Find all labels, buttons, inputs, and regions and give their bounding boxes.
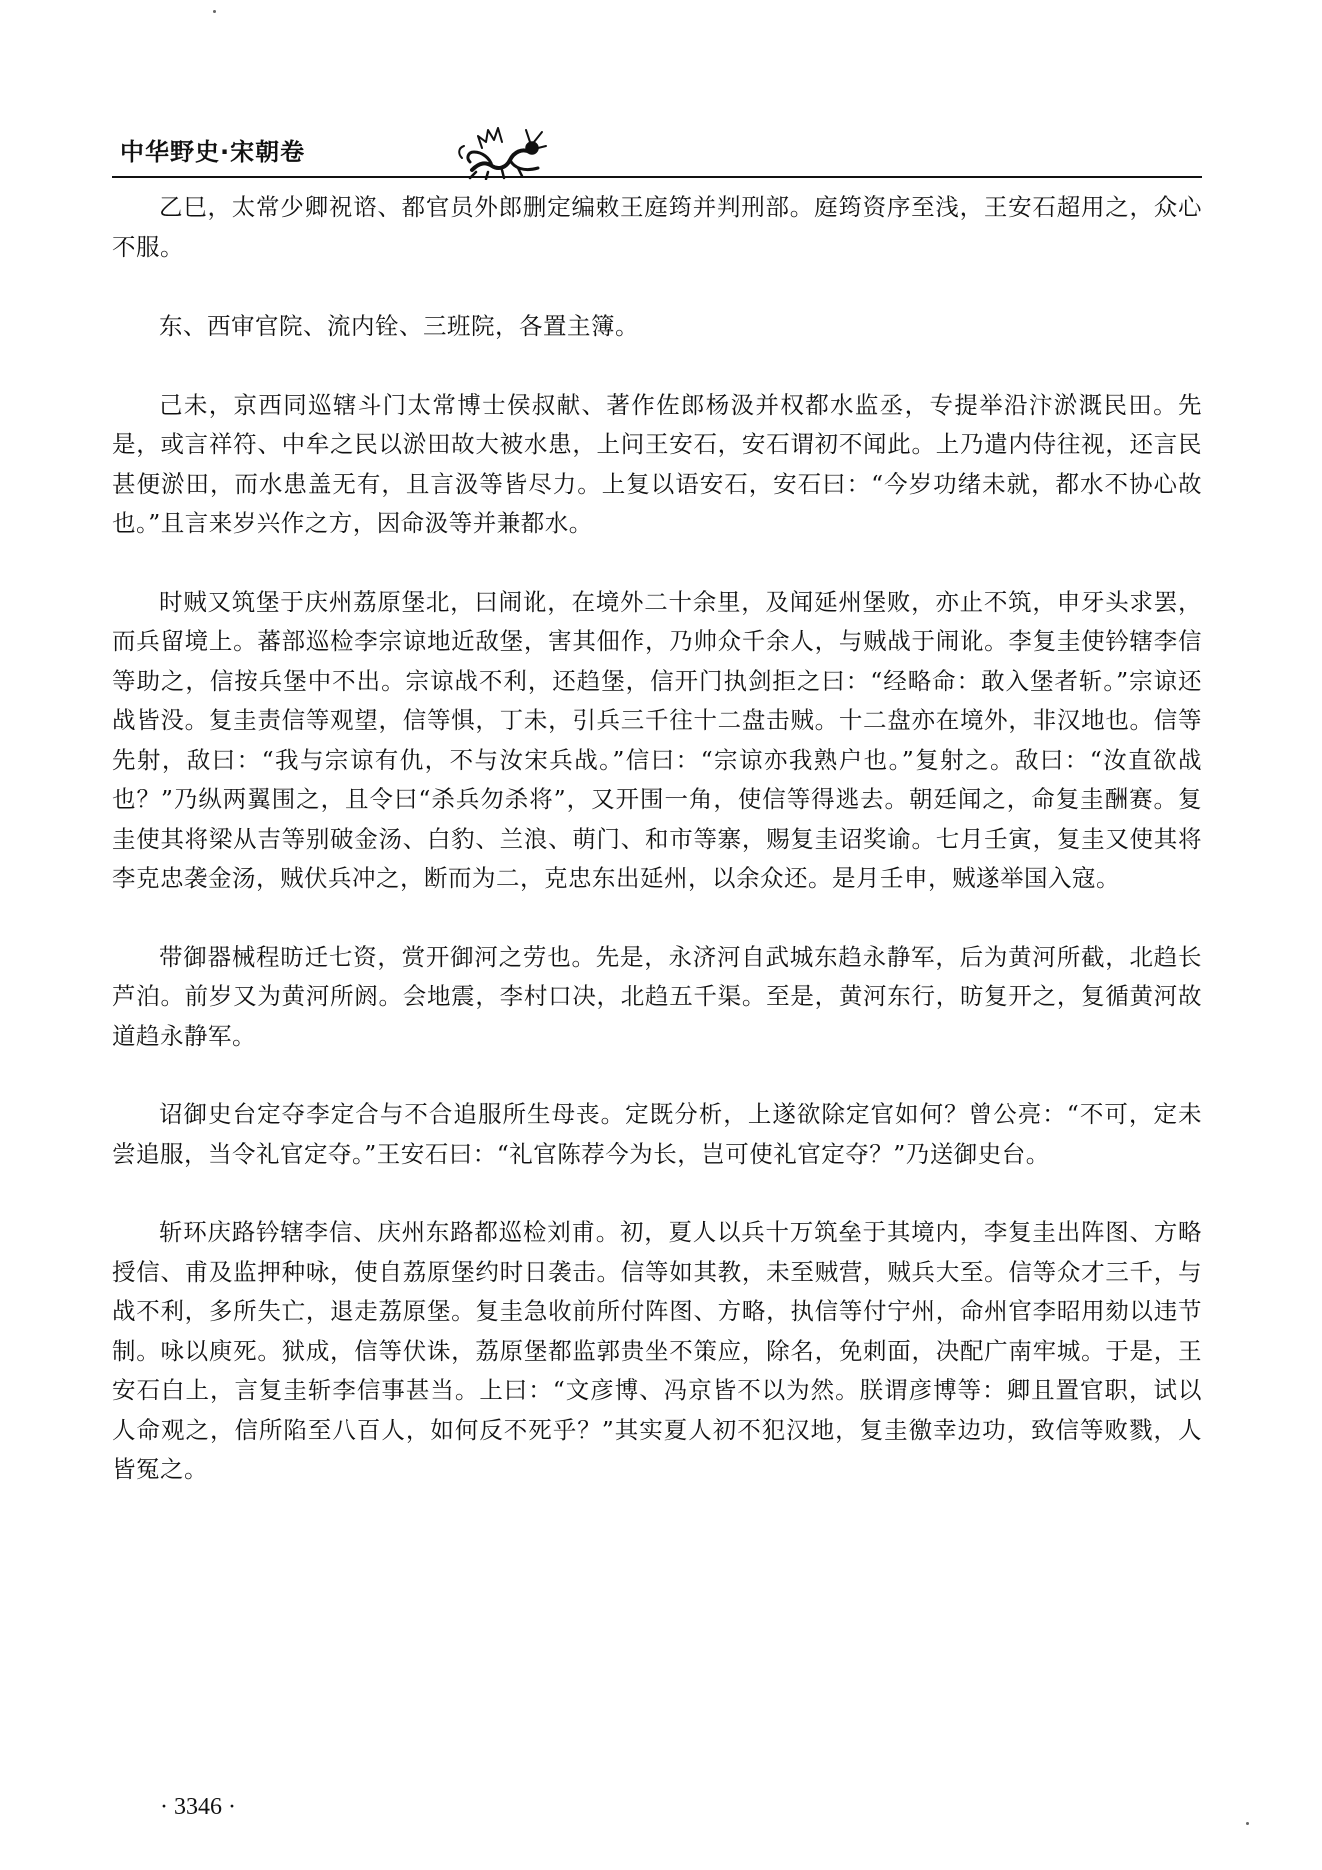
paragraph: 诏御史台定夺李定合与不合追服所生母丧。定既分析，上遂欲除定官如何？曾公亮：“不可，定未尝追服，当令礼官定夺。”王安石曰：“礼官陈荐今为长，岂可使礼官定夺？”乃送御史台。	[112, 1100, 1202, 1168]
paragraph: 东、西审官院、流内铨、三班院，各置主簿。	[159, 312, 639, 340]
page-number: · 3346 ·	[160, 1794, 236, 1820]
header-rule	[112, 176, 1202, 178]
paragraph: 乙巳，太常少卿祝谘、都官员外郎删定编敕王庭筠并判刑部。庭筠资序至浅，王安石超用之，众心不服。	[112, 193, 1202, 261]
dragon-icon	[452, 118, 548, 180]
book-title: 中华野史·宋朝卷	[120, 138, 306, 166]
scan-speck	[1246, 1822, 1249, 1825]
running-header	[112, 118, 1202, 184]
paragraph: 时贼又筑堡于庆州荔原堡北，曰闹讹，在境外二十余里，及闻延州堡败，亦止不筑，申牙头求罢，而兵留境上。蕃部巡检李宗谅地近敌堡，害其佃作，乃帅众千余人，与贼战于闹讹。李复圭使钤辖李信等助之，信按兵堡中不出。宗谅战不利，还趋堡，信开门执剑拒之曰：“经略命：敢入堡者斩。”宗谅还战皆没。复圭责信等观望，信等惧，丁未，引兵三千往十二盘击贼。十二盘亦在境外，非汉地也。信等先射，敌曰：“我与宗谅有仇，不与汝宋兵战。”信曰：“宗谅亦我熟户也。”复射之。敌曰：“汝直欲战也？”乃纵两翼围之，且令曰“杀兵勿杀将”，又开围一角，使信等得逃去。朝廷闻之，命复圭酬赛。复圭使其将梁从吉等别破金汤、白豹、兰浪、萌门、和市等寨，赐复圭诏奖谕。七月壬寅，复圭又使其将李克忠袭金汤，贼伏兵冲之，断而为二，克忠东出延州，以余众还。是月壬申，贼遂举国入寇。	[112, 587, 1202, 892]
paragraph: 带御器械程昉迁七资，赏开御河之劳也。先是，永济河自武城东趋永静军，后为黄河所截，北趋长芦泊。前岁又为黄河所阏。会地震，李村口决，北趋五千渠。至是，黄河东行，昉复开之，复循黄河故道趋永静军。	[112, 942, 1202, 1050]
paragraph: 斩环庆路钤辖李信、庆州东路都巡检刘甫。初，夏人以兵十万筑垒于其境内，李复圭出阵图、方略授信、甫及监押种咏，使自荔原堡约时日袭击。信等如其教，未至贼营，贼兵大至。信等众才三千，与战不利，多所失亡，退走荔原堡。复圭急收前所付阵图、方略，执信等付宁州，命州官李昭用劾以违节制。咏以庾死。狱成，信等伏诛，荔原堡都监郭贵坐不策应，除名，免刺面，决配广南牢城。于是，王安石白上，言复圭斩李信事甚当。上曰：“文彦博、冯京皆不以为然。朕谓彦博等：卿且置官职，试以人命观之，信所陷至八百人，如何反不死乎？”其实夏人初不犯汉地，复圭徼幸边功，致信等败戮，人皆冤之。	[112, 1218, 1202, 1483]
paragraph: 己未，京西同巡辖斗门太常博士侯叔献、著作佐郎杨汲并权都水监丞，专提举沿汴淤溉民田。先是，或言祥符、中牟之民以淤田故大被水患，上问王安石，安石谓初不闻此。上乃遣内侍往视，还言民甚便淤田，而水患盖无有，且言汲等皆尽力。上复以语安石，安石曰：“今岁功绪未就，都水不协心故也。”且言来岁兴作之方，因命汲等并兼都水。	[112, 390, 1202, 537]
body-text	[112, 188, 1202, 1529]
scan-speck	[213, 10, 216, 13]
